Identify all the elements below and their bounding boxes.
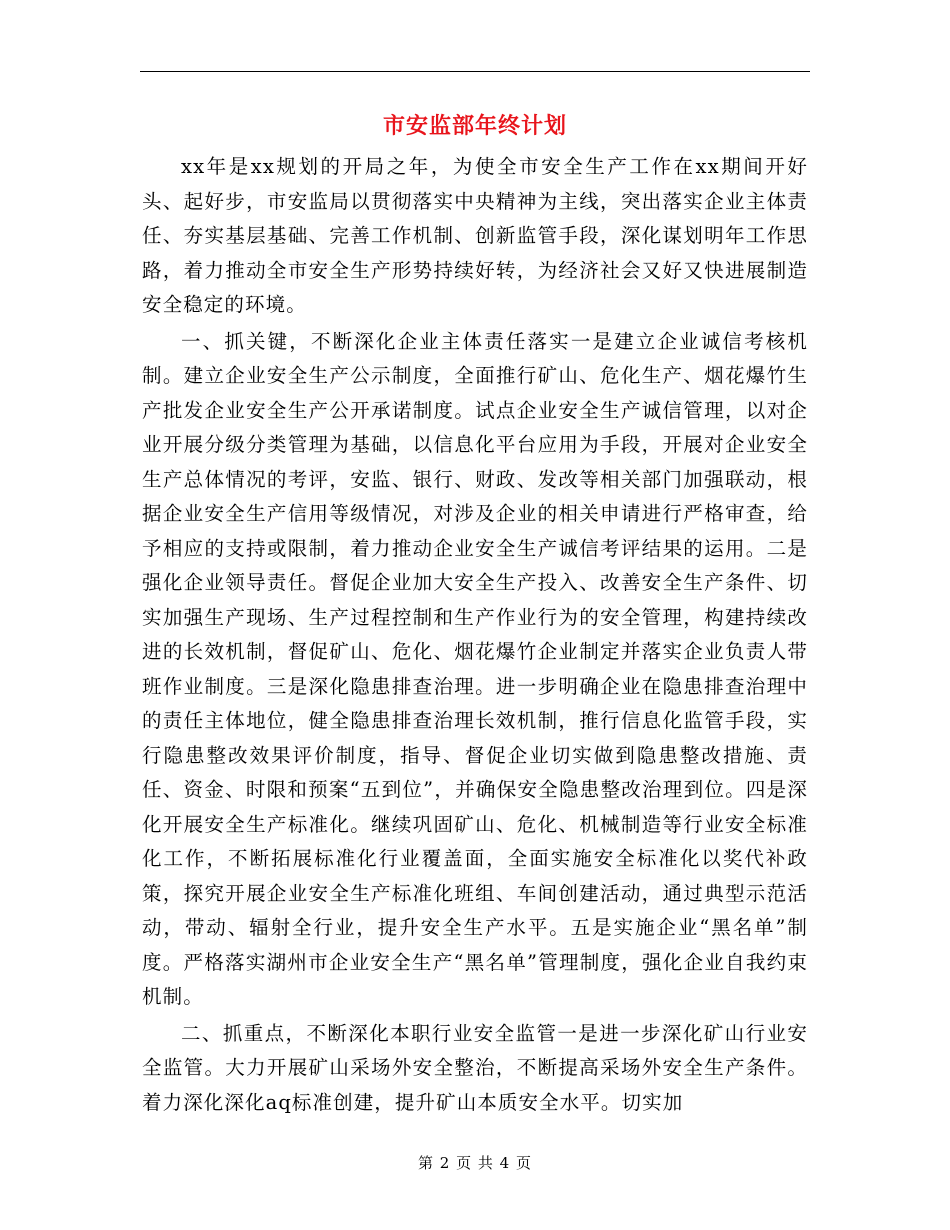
document-body (142, 150, 808, 1120)
paragraph-section-two: 二、抓重点，不断深化本职行业安全监管一是进一步深化矿山行业安全监管。大力开展矿山采场外安全整治，不断提高采场外安全生产条件。着力深化深化aq标准创建，提升矿山本质安全水平。切实加 (142, 1021, 808, 1114)
page-number-footer: 第 2 页 共 4 页 (418, 1154, 532, 1172)
paragraph-intro: xx年是xx规划的开局之年，为使全市安全生产工作在xx期间开好头、起好步，市安监局以贯彻落实中央精神为主线，突出落实企业主体责任、夯实基层基础、完善工作机制、创新监管手段，深化谋划明年工作思路，着力推动全市安全生产形势持续好转，为经济社会又好又快进展制造安全稳定的环境。 (142, 155, 808, 316)
document-title: 市安监部年终计划 (382, 113, 567, 139)
header-rule (140, 71, 810, 72)
paragraph-section-one: 一、抓关键，不断深化企业主体责任落实一是建立企业诚信考核机制。建立企业安全生产公示制度，全面推行矿山、危化生产、烟花爆竹生产批发企业安全生产公开承诺制度。试点企业安全生产诚信管理，以对企业开展分级分类管理为基础，以信息化平台应用为手段，开展对企业安全生产总体情况的考评，安监、银行、财政、发改等相关部门加强联动，根据企业安全生产信用等级情况，对涉及企业的相关申请进行严格审查，给予相应的支持或限制，着力推动企业安全生产诚信考评结果的运用。二是强化企业领导责任。督促企业加大安全生产投入、改善安全生产条件、切实加强生产现场、生产过程控制和生产作业行为的安全管理，构建持续改进的长效机制，督促矿山、危化、烟花爆竹企业制定并落实企业负责人带班作业制度。三是深化隐患排查治理。进一步明确企业在隐患排查治理中的责任主体地位，健全隐患排查治理长效机制，推行信息化监管手段，实行隐患整改效果评价制度，指导、督促企业切实做到隐患整改措施、责任、资金、时限和预案“五到位”，并确保安全隐患整改治理到位。四是深化开展安全生产标准化。继续巩固矿山、危化、机械制造等行业安全标准化工作，不断拓展标准化行业覆盖面，全面实施安全标准化以奖代补政策，探究开展企业安全生产标准化班组、车间创建活动，通过典型示范活动，带动、辐射全行业，提升安全生产水平。五是实施企业“黑名单”制度。严格落实湖州市企业安全生产“黑名单”管理制度，强化企业自我约束机制。 (142, 329, 808, 1008)
